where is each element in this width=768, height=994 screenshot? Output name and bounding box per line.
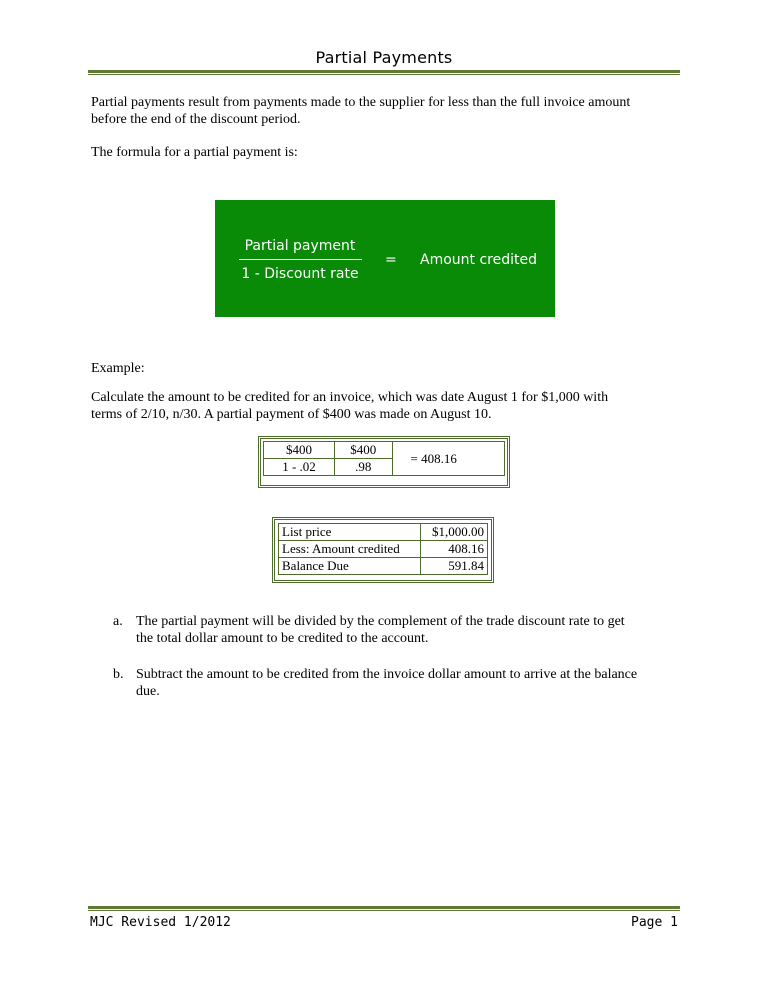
example-heading: Example: (91, 361, 145, 376)
formula-equals: = (385, 252, 397, 268)
example-text (91, 389, 691, 423)
intro-line-2: before the end of the discount period. (91, 112, 301, 127)
page-title: Partial Payments (315, 48, 453, 67)
row-value: $1,000.00 (420, 524, 487, 541)
item-line-2: the total dollar amount to be credited to the account. (136, 631, 429, 646)
table-row (279, 558, 488, 575)
balance-table (272, 517, 494, 583)
example-line-2: terms of 2/10, n/30. A partial payment of $400 was made on August 10. (91, 407, 492, 422)
item-line-2: due. (136, 684, 160, 699)
calc-result: = 408.16 (392, 442, 504, 476)
calc-cell: $400 (335, 442, 393, 459)
formula-box (215, 200, 555, 317)
row-label: List price (279, 524, 421, 541)
formula-intro: The formula for a partial payment is: (91, 145, 298, 160)
calc-cell: .98 (335, 459, 393, 476)
table-row (279, 541, 488, 558)
formula-numerator: Partial payment (244, 238, 356, 254)
row-value: 591.84 (420, 558, 487, 575)
page-number: Page 1 (631, 915, 678, 930)
list-item (113, 613, 683, 647)
intro-line-1: Partial payments result from payments made to the supplier for less than the full invoice amount (91, 95, 631, 110)
calc-cell: $400 (264, 442, 335, 459)
footer-revision: MJC Revised 1/2012 (90, 915, 231, 930)
calculation-table (258, 436, 510, 488)
row-label: Less: Amount credited (279, 541, 421, 558)
fraction-bar (239, 259, 362, 260)
item-label: a. (113, 614, 123, 629)
calc-cell: 1 - .02 (264, 459, 335, 476)
formula-denominator: 1 - Discount rate (241, 266, 359, 282)
footer-rule (88, 906, 680, 911)
header-rule (88, 70, 680, 75)
row-label: Balance Due (279, 558, 421, 575)
example-line-1: Calculate the amount to be credited for an invoice, which was date August 1 for $1,000 with (91, 390, 609, 405)
formula-result: Amount credited (420, 252, 537, 268)
list-item (113, 666, 683, 700)
row-value: 408.16 (420, 541, 487, 558)
item-line-1: Subtract the amount to be credited from the invoice dollar amount to arrive at the balance (136, 667, 638, 682)
table-row (279, 524, 488, 541)
item-line-1: The partial payment will be divided by the complement of the trade discount rate to get (136, 614, 625, 629)
intro-paragraph (91, 94, 691, 128)
item-label: b. (113, 667, 124, 682)
